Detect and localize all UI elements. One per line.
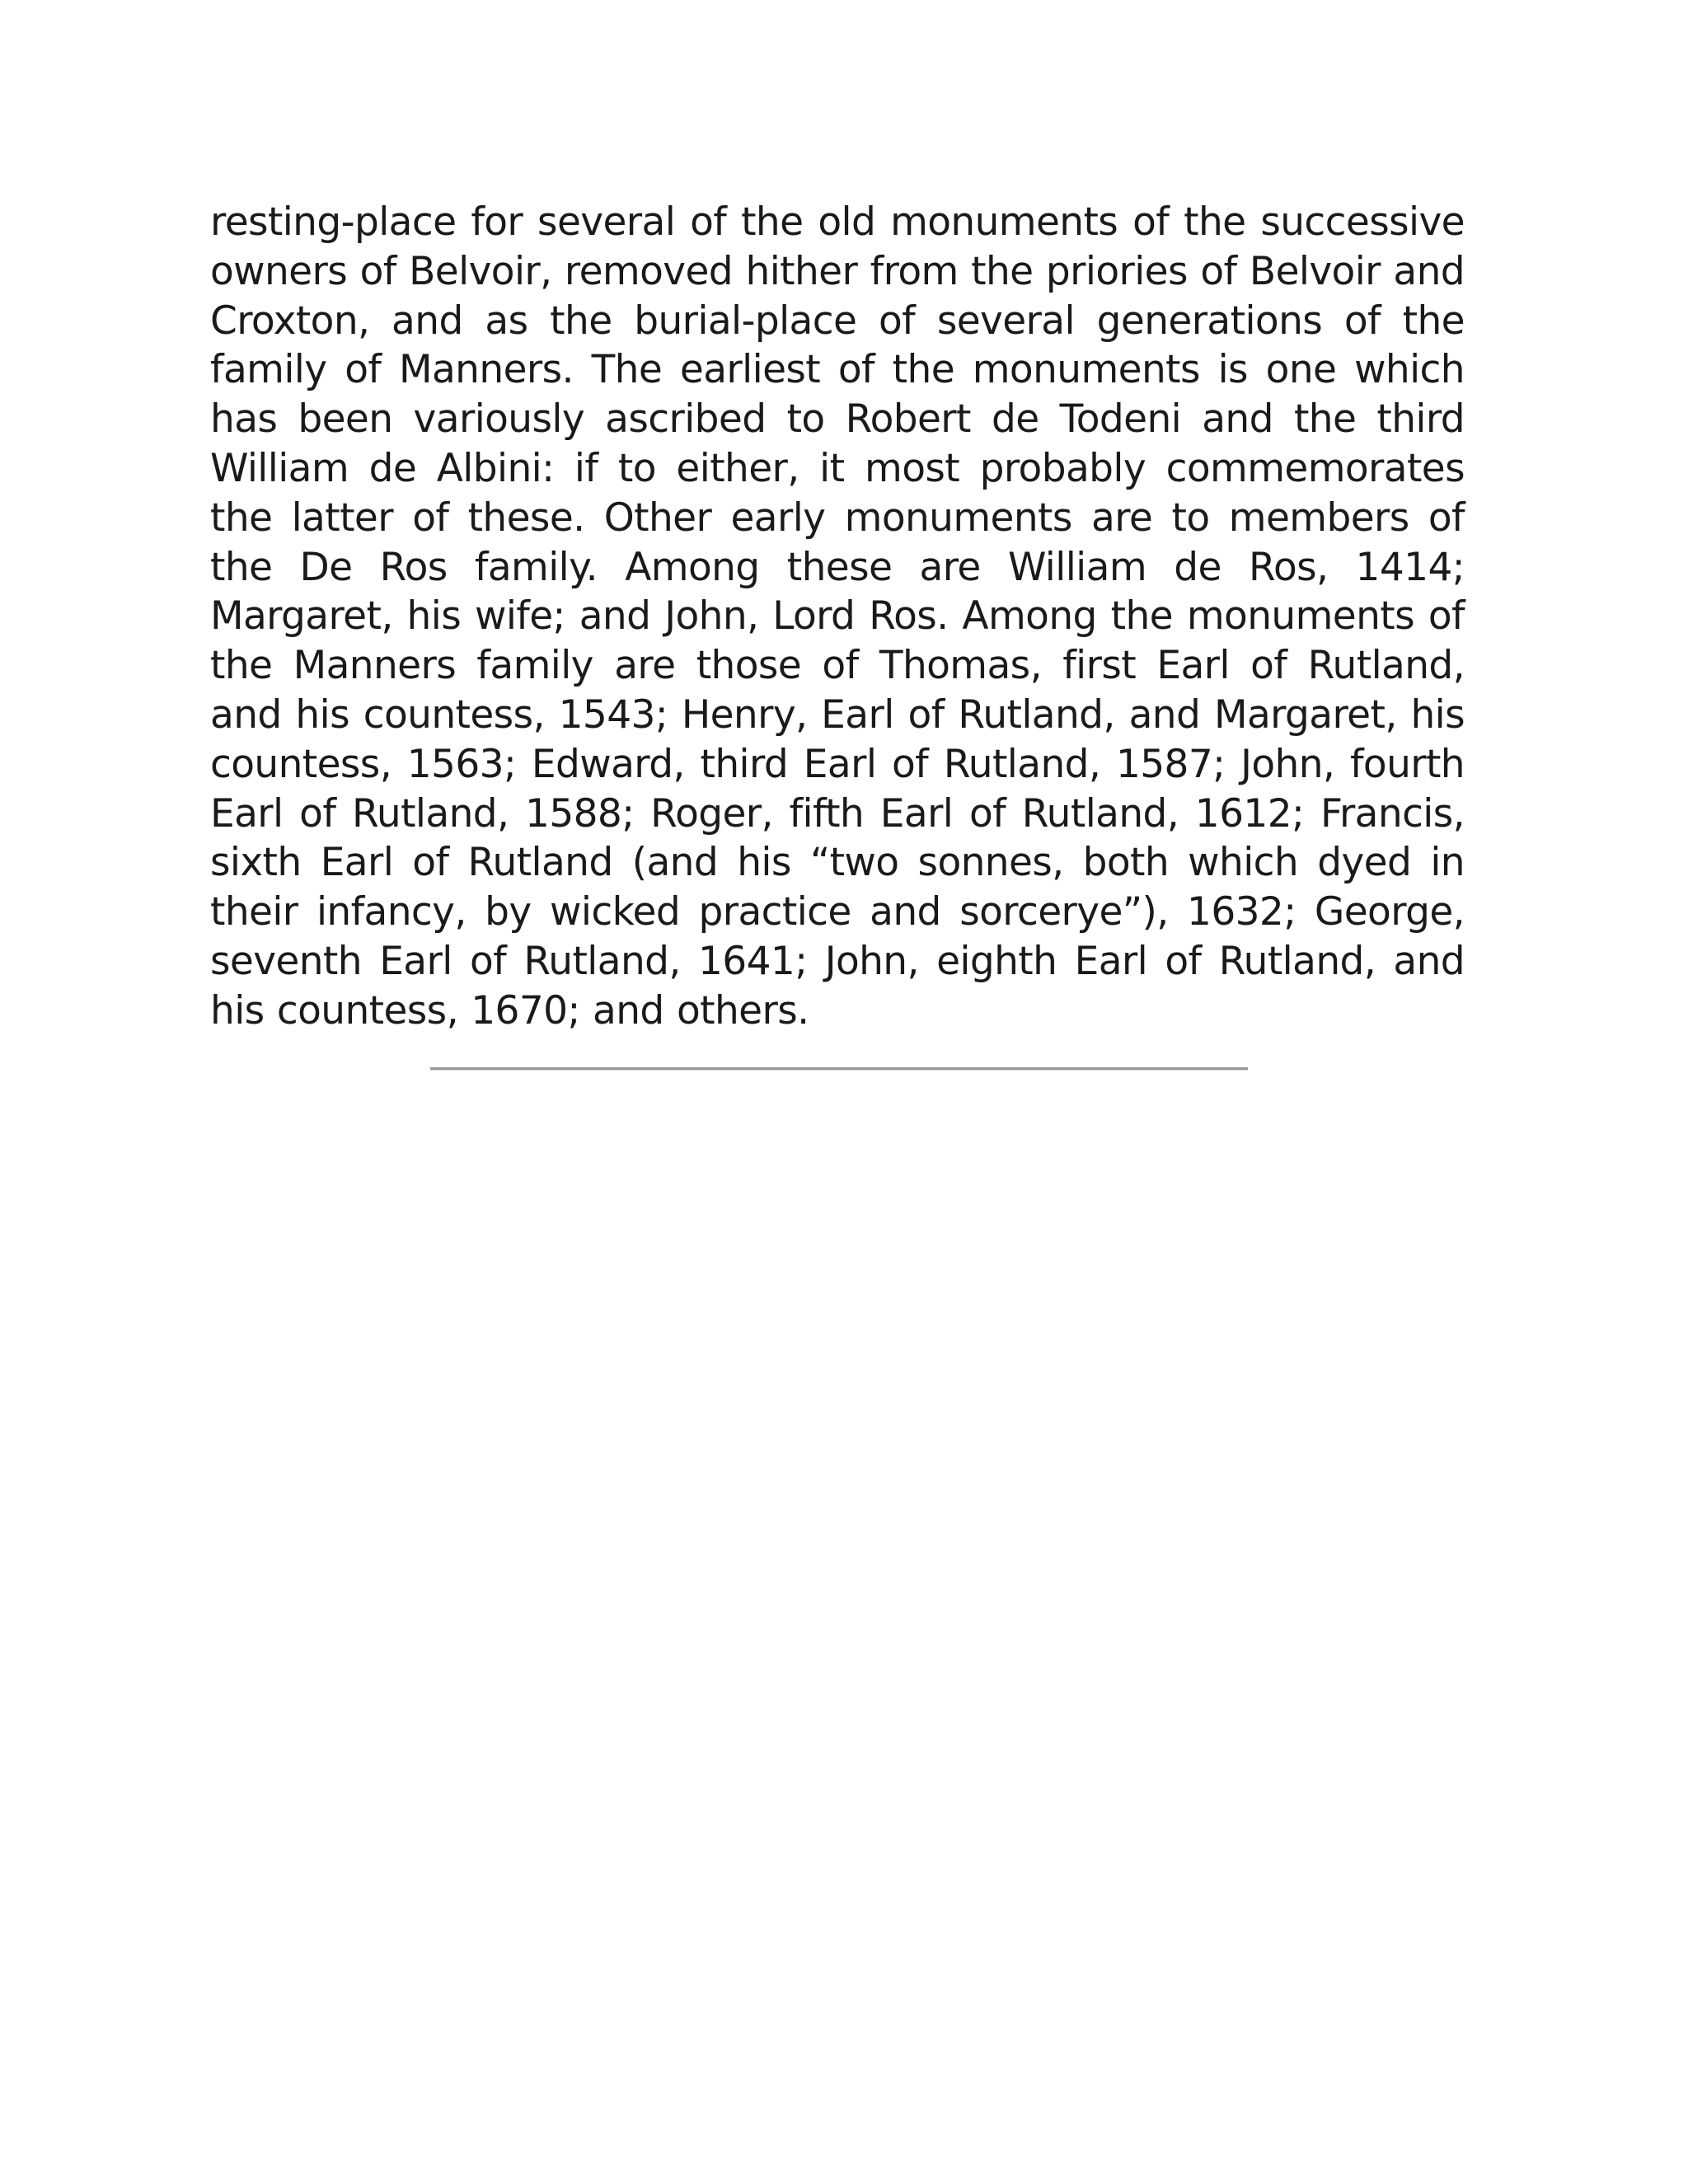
body-paragraph: resting-place for several of the old monuments of the successive owners of Belvoir, removed hither from the priories of Belvoir and Croxton, and as the burial-place of several generations of the family of Manners. The earliest of the monuments is one which has been variously ascribed to Robert de Todeni and the third William de Albini: if to either, it most probably commemorates the latter of these. Other early monuments are to members of the De Ros family. Among these are William de Ros, 1414; Margaret, his wife; and John, Lord Ros. Among the monuments of the Manners family are those of Thomas, first Earl of Rutland, and his countess, 1543; Henry, Earl of Rutland, and Margaret, his countess, 1563; Edward, third Earl of Rutland, 1587; John, fourth Earl of Rutland, 1588; Roger, fifth Earl of Rutland, 1612; Francis, sixth Earl of Rutland (and his “two sonnes, both which dyed in their infancy, by wicked practice and sorcerye”), 1632; George, seventh Earl of Rutland, 1641; John, eighth Earl of Rutland, and his countess, 1670; and others. — [210, 199, 1465, 1033]
section-divider — [430, 1067, 1248, 1071]
